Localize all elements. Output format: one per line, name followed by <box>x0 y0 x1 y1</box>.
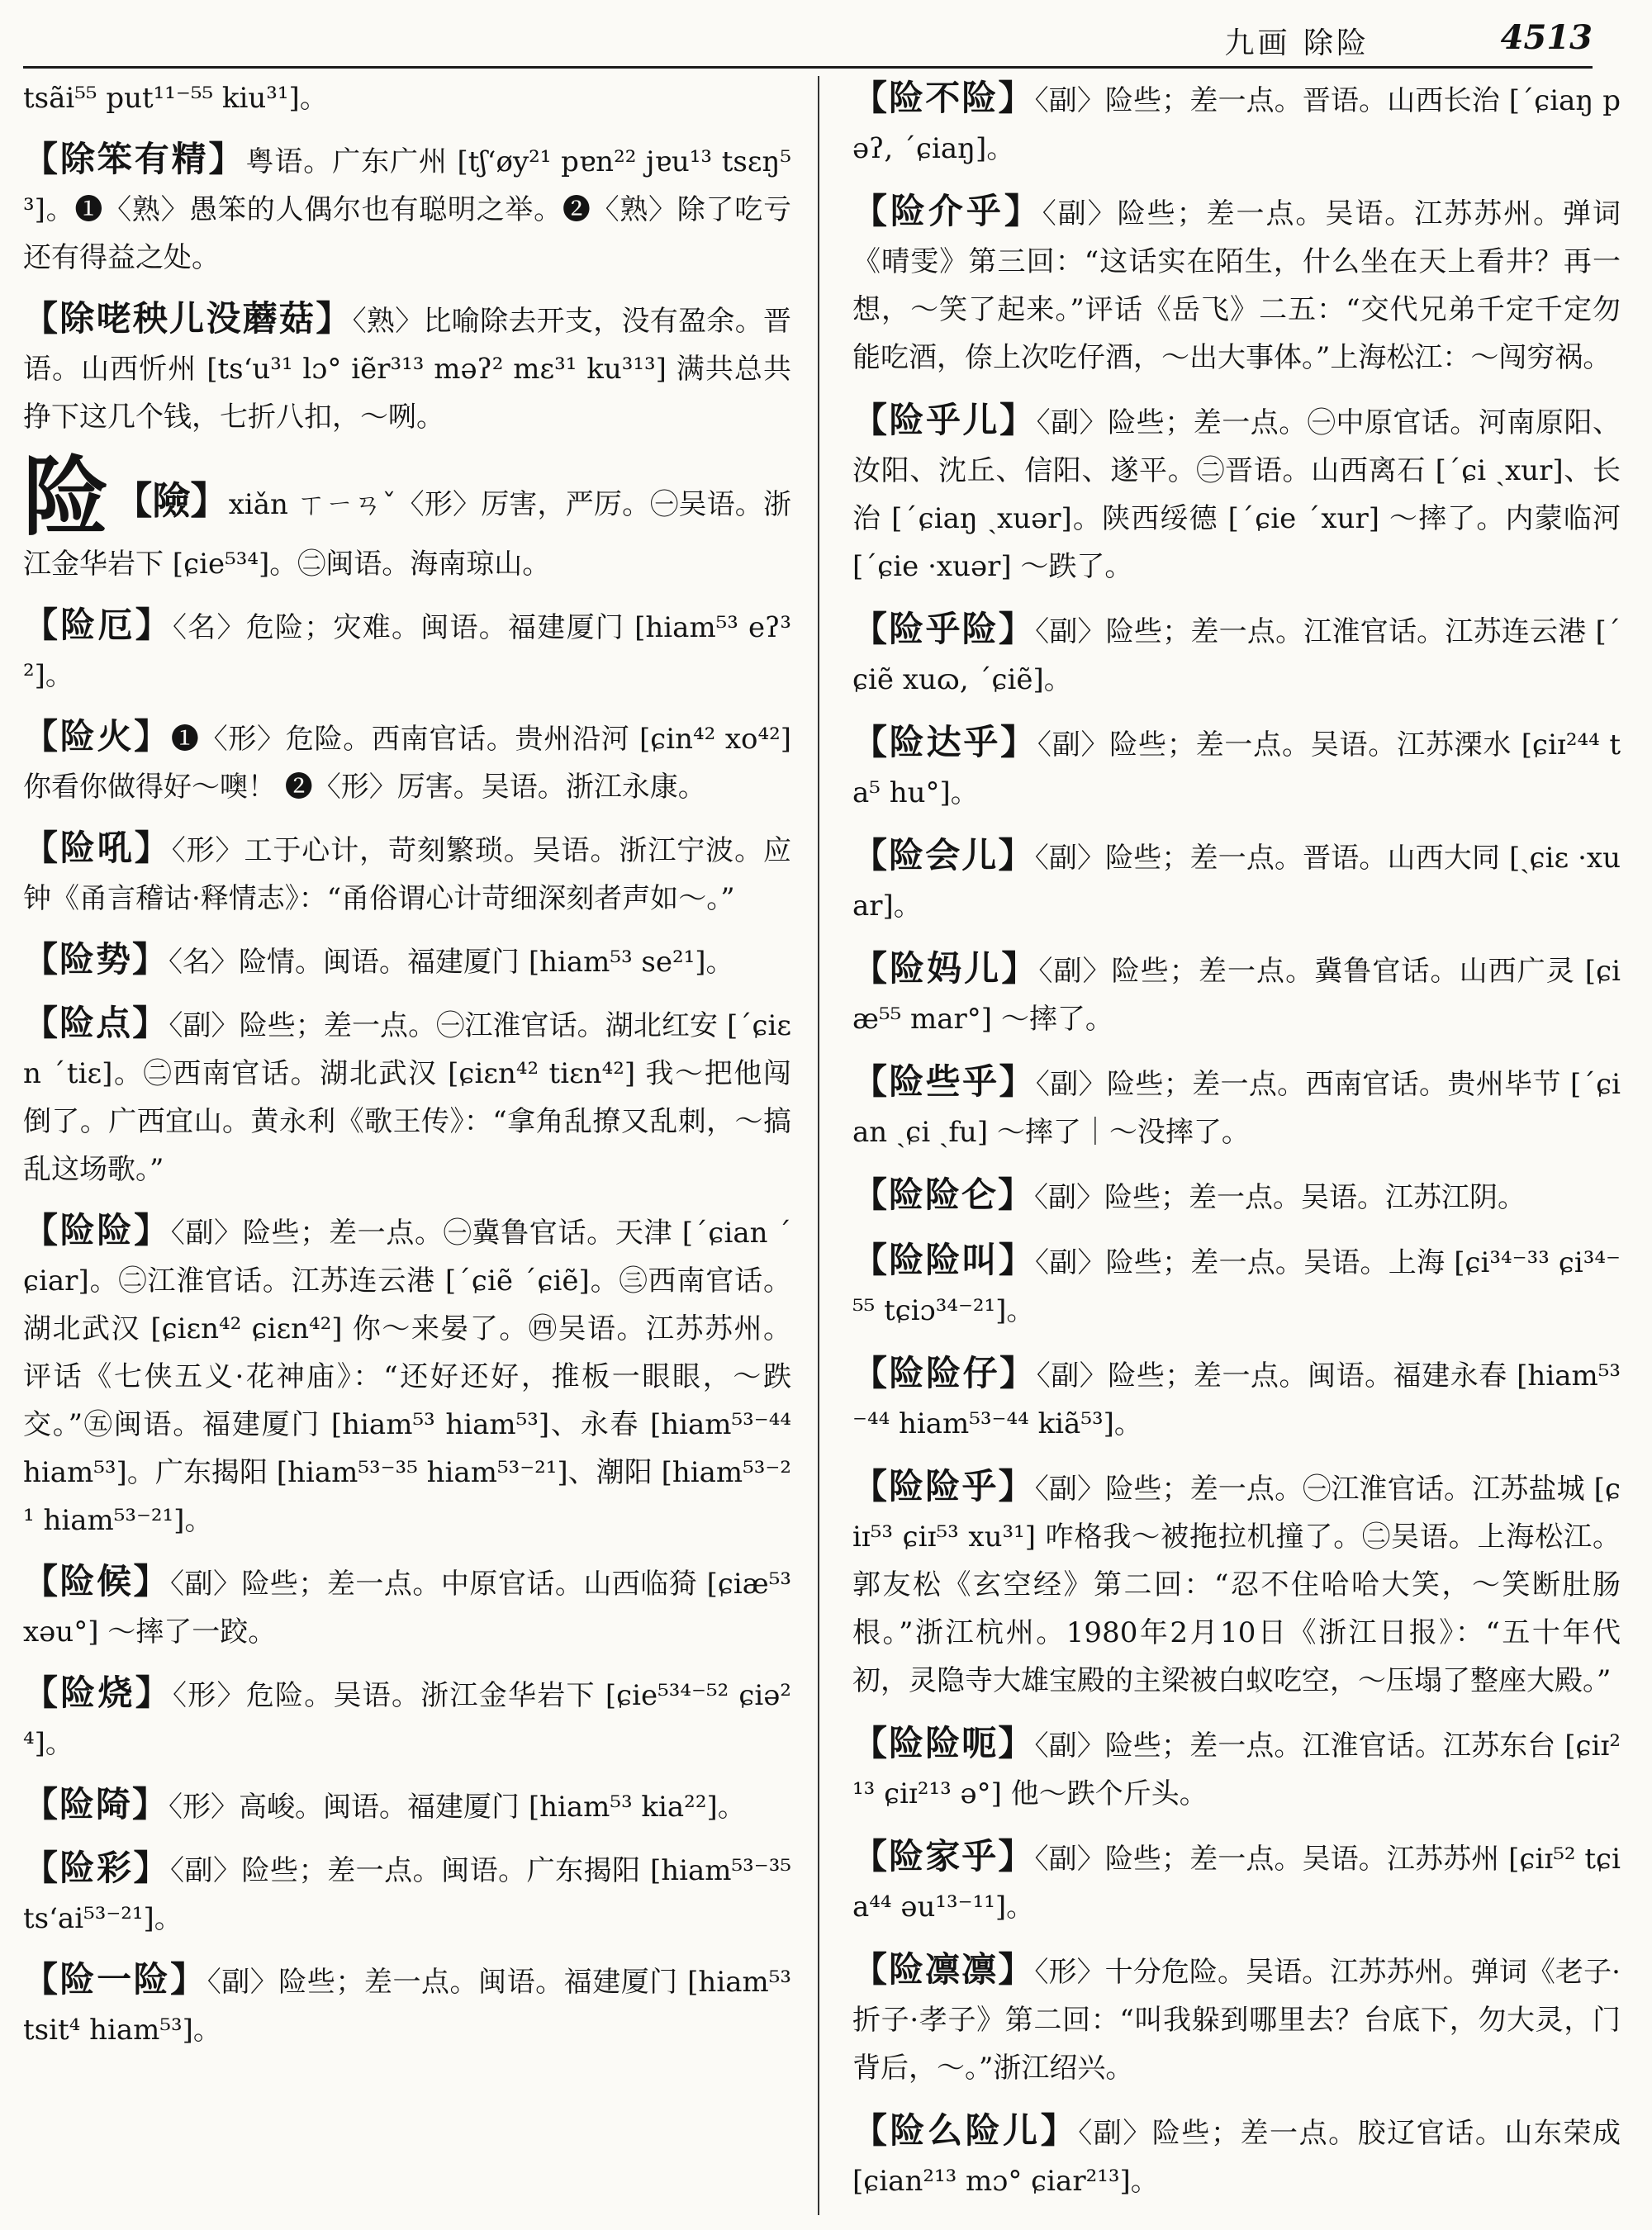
entry-definition: 〈熟〉比喻除去开支，没有盈余。晋语。山西忻州 [ts‘u³¹ lɔ° iẽr³¹³ məʔ² mɛ³¹ ku³¹³] 满共总共挣下这几个钱，七折八扣，～咧。 <box>23 305 791 434</box>
entry-headword: 【除笨有精】 <box>23 139 246 179</box>
entry-definition: 〈副〉险些；差一点。㊀江淮官话。湖北红安 [ˊɕiɛn ˊtiɛ]。㊁西南官话。湖北武汉 [ɕiɛn⁴² tiɛn⁴²] 我～把他闯倒了。广西宜山。黄永利《歌王传》：“拿角乱撩又乱刺，～搞乱这场歌。” <box>23 1009 791 1186</box>
column-divider <box>818 76 819 2215</box>
entry-definition: 〈副〉险些；差一点。㊀江淮官话。江苏盐城 [ɕiɪ⁵³ ɕiɪ⁵³ xu³¹] 咋格我～被拖拉机撞了。㊁吴语。上海松江。郭友松《玄空经》第二回：“忍不住哈哈大笑，～笑断肚肠根。”浙江杭州。1980年2月10日《浙江日报》：“五十年代初，灵隐寺大雄宝殿的主梁被白蚁吃空，～压塌了整座大殿。” <box>852 1473 1621 1697</box>
entry-definition: 〈副〉险些；差一点。西南官话。贵州毕节 [ˊɕian ˏɕi ˏfu] ～摔了｜～没摔了。 <box>852 1068 1621 1149</box>
dictionary-entry <box>852 832 1621 930</box>
entry-definition: 〈副〉险些；差一点。吴语。江苏溧水 [ɕiɪ²⁴⁴ ta⁵ hu°]。 <box>852 728 1621 809</box>
entry-headword: 【险势】 <box>23 939 169 980</box>
dictionary-entry <box>852 74 1621 173</box>
entry-definition: tsãi⁵⁵ put¹¹⁻⁵⁵ kiu³¹]。 <box>23 82 328 115</box>
dictionary-entry <box>852 1833 1621 1931</box>
dictionary-entry <box>23 1844 791 1943</box>
dictionary-entry <box>852 1236 1621 1335</box>
entry-headword: 【险凛凛】 <box>852 1949 1035 1990</box>
page-header <box>23 15 1593 69</box>
entry-headword: 【险会儿】 <box>852 835 1035 875</box>
entry-headword: 【险险仑】 <box>852 1174 1035 1215</box>
page-number: 4513 <box>1500 18 1593 57</box>
dictionary-entry <box>852 396 1621 591</box>
entry-headword: 【险介乎】 <box>852 191 1042 231</box>
entry-headword: 【险彩】 <box>23 1848 171 1888</box>
dictionary-entry <box>23 446 791 588</box>
dictionary-entry <box>23 936 791 986</box>
entry-headword: 【险家乎】 <box>852 1836 1035 1877</box>
entry-headword: 【险险乎】 <box>852 1466 1035 1506</box>
dictionary-entry <box>23 1669 791 1767</box>
entry-definition: 〈副〉险些；差一点。江淮官话。江苏连云港 [ˊɕiẽ xuɷ, ˊɕiẽ]。 <box>852 615 1621 696</box>
dictionary-entry <box>23 1558 791 1656</box>
dictionary-entry <box>23 601 791 700</box>
entry-headword: 【除咾秧儿没蘑菇】 <box>23 298 353 339</box>
entry-headword: 【险烧】 <box>23 1672 173 1713</box>
entry-definition: 〈形〉危险。吴语。浙江金华岩下 [ɕie⁵³⁴⁻⁵² ɕiə²⁴]。 <box>23 1679 791 1760</box>
entry-definition: 〈副〉险些；差一点。吴语。江苏苏州 [ɕiɪ⁵² tɕia⁴⁴ əu¹³⁻¹¹]。 <box>852 1843 1621 1924</box>
entry-headword: 【险么险儿】 <box>852 2110 1079 2151</box>
dictionary-entry <box>23 74 791 122</box>
dictionary-entry <box>23 824 791 923</box>
dictionary-entry <box>852 1720 1621 1818</box>
dictionary-entry <box>23 1956 791 2054</box>
main-character: 险 <box>23 446 110 548</box>
entry-definition: 〈副〉险些；差一点。中原官话。山西临猗 [ɕiæ⁵³ xəu°] ～摔了一跤。 <box>23 1568 791 1649</box>
entry-definition: 〈副〉险些；差一点。闽语。广东揭阳 [hiam⁵³⁻³⁵ ts‘ai⁵³⁻²¹]。 <box>23 1854 791 1935</box>
entry-definition: 〈副〉险些；差一点。闽语。福建厦门 [hiam⁵³ tsit⁴ hiam⁵³]。 <box>23 1966 791 2047</box>
dictionary-entry <box>852 2107 1621 2205</box>
left-column <box>23 74 791 2213</box>
entry-headword: 【险达乎】 <box>852 722 1037 762</box>
dictionary-entry <box>23 1207 791 1544</box>
entry-definition: 〈形〉十分危险。吴语。江苏苏州。弹词《老子·折子·孝子》第二回：“叫我躲到哪里去？台底下，勿大灵，门背后，～。”浙江绍兴。 <box>852 1956 1621 2085</box>
entry-headword: 【险乎儿】 <box>852 400 1037 440</box>
entry-definition: 〈副〉险些；差一点。吴语。江苏苏州。弹词《晴雯》第三回：“这话实在陌生，什么坐在天上看井？再一想，～笑了起来。”评话《岳飞》二五：“交代兄弟千定千定勿能吃酒，倷上次吃仔酒，～出大事体。”上海松江：～闯穷祸。 <box>852 197 1621 374</box>
entry-definition: 〈副〉险些；差一点。胶辽官话。山东荣成 [ɕian²¹³ mɔ° ɕiar²¹³]。 <box>852 2117 1621 2198</box>
entry-headword: 【险险仔】 <box>852 1353 1037 1393</box>
entry-headword: 【险一险】 <box>23 1959 207 2000</box>
entry-definition: 〈副〉险些；差一点。晋语。山西长治 [ˊɕiaŋ pəʔ, ˊɕiaŋ]。 <box>852 84 1621 165</box>
entry-definition: 〈副〉险些；差一点。江淮官话。江苏东台 [ɕiɪ²¹³ ɕiɪ²¹³ ə°] 他～跌个斤头。 <box>852 1729 1621 1810</box>
entry-headword: 【险些乎】 <box>852 1061 1036 1102</box>
dictionary-entry <box>852 1350 1621 1448</box>
entry-definition: 〈副〉险些；差一点。冀鲁官话。山西广灵 [ɕiæ⁵⁵ mar°] ～摔了。 <box>852 955 1621 1036</box>
entry-headword: 【险险叫】 <box>852 1240 1036 1280</box>
right-column <box>852 74 1621 2213</box>
entry-headword: 【险不险】 <box>852 78 1035 118</box>
entry-headword: 【险厄】 <box>23 605 173 645</box>
entry-headword: 【險】 <box>114 478 229 523</box>
entry-headword: 【险候】 <box>23 1561 170 1601</box>
entry-definition: 〈形〉工于心计，苛刻繁琐。吴语。浙江宁波。应钟《甬言稽诂·释情志》：“甬俗谓心计苛细深刻者声如～。” <box>23 834 791 915</box>
entry-definition: 粤语。广东广州 [tʃ‘øy²¹ pɐn²² jɐu¹³ tsɛŋ⁵³]。❶〈熟〉愚笨的人偶尔也有聪明之举。❷〈熟〉除了吃亏还有得益之处。 <box>23 145 791 274</box>
dictionary-entry <box>852 605 1621 704</box>
entry-definition: xiǎn ㄒㄧㄢˇ〈形〉厉害，严厉。㊀吴语。浙江金华岩下 [ɕie⁵³⁴]。㊁闽语。海南琼山。 <box>23 488 791 581</box>
entry-headword: 【险吼】 <box>23 828 172 868</box>
entry-definition: 〈名〉危险；灾难。闽语。福建厦门 [hiam⁵³ eʔ³²]。 <box>23 611 791 692</box>
dictionary-entry <box>852 1463 1621 1705</box>
entry-definition: 〈形〉高峻。闽语。福建厦门 [hiam⁵³ kia²²]。 <box>169 1791 746 1824</box>
dictionary-entry <box>23 295 791 441</box>
entry-definition: 〈副〉险些；差一点。晋语。山西大同 [ˏɕiɛ ·xuar]。 <box>852 842 1621 923</box>
entry-definition: 〈名〉险情。闽语。福建厦门 [hiam⁵³ se²¹]。 <box>169 946 734 979</box>
dictionary-entry <box>852 945 1621 1043</box>
entry-headword: 【险火】 <box>23 716 171 757</box>
dictionary-entry <box>23 135 791 282</box>
entry-headword: 【险乎险】 <box>852 609 1036 649</box>
entry-definition: ❶〈形〉危险。西南官话。贵州沿河 [ɕin⁴² xo⁴²] 你看你做得好～噢！ ❷〈形〉厉害。吴语。浙江永康。 <box>23 723 791 804</box>
entry-definition: 〈副〉险些；差一点。闽语。福建永春 [hiam⁵³⁻⁴⁴ hiam⁵³⁻⁴⁴ kiã⁵³]。 <box>852 1359 1621 1440</box>
dictionary-entry <box>852 1946 1621 2092</box>
dictionary-entry <box>23 1781 791 1831</box>
entry-headword: 【险点】 <box>23 1003 169 1043</box>
entry-headword: 【险险呃】 <box>852 1723 1035 1763</box>
entry-definition: 〈副〉险些；差一点。吴语。上海 [ɕi³⁴⁻³³ ɕi³⁴⁻⁵⁵ tɕiɔ³⁴⁻²¹]。 <box>852 1246 1621 1327</box>
entry-definition: 〈副〉险些；差一点。吴语。江苏江阴。 <box>1034 1181 1526 1214</box>
dictionary-entry <box>852 1171 1621 1222</box>
dictionary-entry <box>23 713 791 811</box>
dictionary-entry <box>23 999 791 1193</box>
dictionary-entry <box>852 187 1621 382</box>
section-title: 九画 除险 <box>1224 26 1370 60</box>
dictionary-entry <box>852 719 1621 817</box>
entry-headword: 【险险】 <box>23 1210 171 1250</box>
entry-definition: 〈副〉险些；差一点。㊀冀鲁官话。天津 [ˊɕian ˊɕiar]。㊁江淮官话。江苏连云港 [ˊɕiẽ ˊɕiẽ]。㊂西南官话。湖北武汉 [ɕiɛn⁴² ɕiɛn⁴²] 你～来晏了。㊃吴语。江苏苏州。评话《七侠五义·花神庙》：“还好还好，推板一眼眼，～跌交。”㊄闽语。福建厦门 [hiam⁵³ hiam⁵³]、永春 [hiam⁵³⁻⁴⁴ hiam⁵³]。广东揭阳 [hiam⁵³⁻³⁵ hiam⁵³⁻²¹]、潮阳 [hiam⁵³⁻²¹ hiam⁵³⁻²¹]。 <box>23 1217 791 1537</box>
dictionary-entry <box>852 1058 1621 1156</box>
entry-headword: 【险陭】 <box>23 1784 169 1824</box>
entry-definition: 〈副〉险些；差一点。㊀中原官话。河南原阳、汝阳、沈丘、信阳、遂平。㊁晋语。山西离石 [ˊɕi ˏxur]、长治 [ˊɕiaŋ ˏxuər]。陕西绥德 [ˊɕie ˊxur] ～摔了。内蒙临河 [ˊɕie ·xuər] ～跌了。 <box>852 406 1621 583</box>
entry-headword: 【险妈儿】 <box>852 948 1039 989</box>
